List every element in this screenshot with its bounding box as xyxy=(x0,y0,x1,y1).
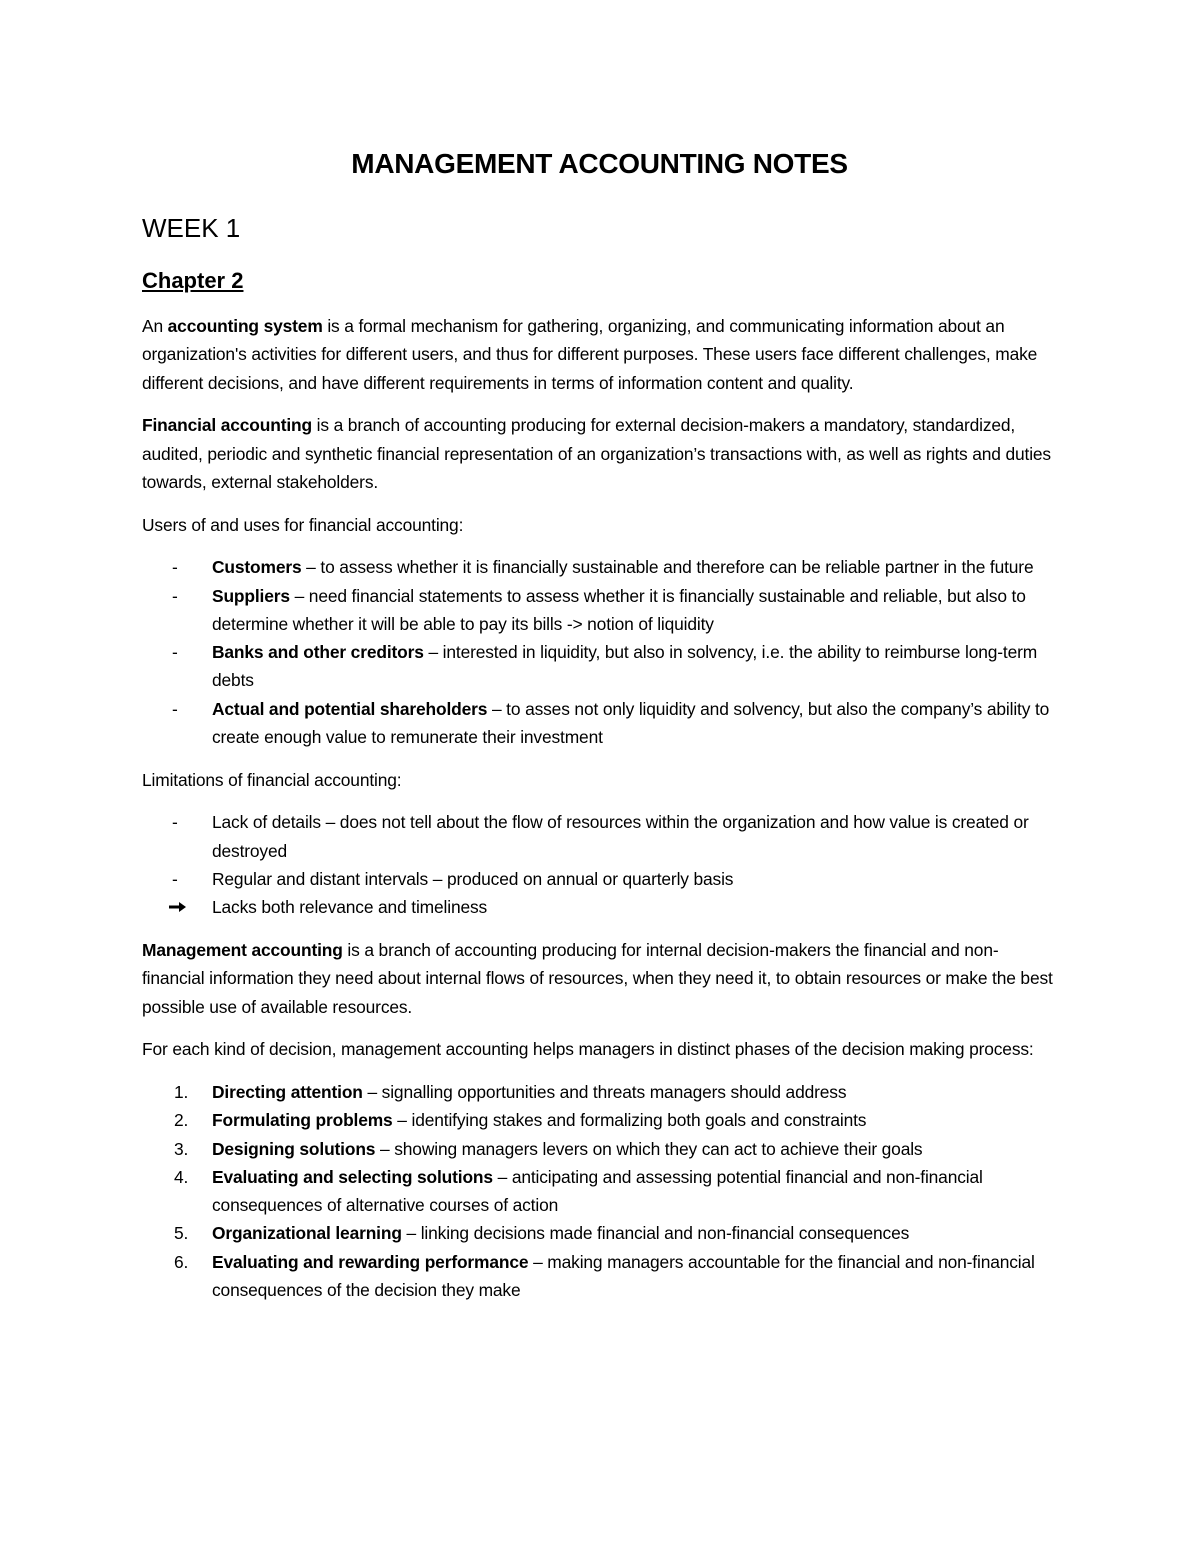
limitations-heading: Limitations of financial accounting: xyxy=(142,769,402,790)
term-financial-accounting: Financial accounting xyxy=(142,415,312,436)
dash-bullet: - xyxy=(172,698,178,719)
list-item: 5. Organizational learning – linking decisions made financial and non-financial consequences xyxy=(142,1219,1057,1247)
financial-accounting-paragraph: Financial accounting is a branch of accounting producing for external decision-makers a mandatory, standardized, audited, periodic and synthetic financial representation of an organization’s transactions with, as well as rights and duties towards, external stakeholders. xyxy=(142,415,1051,492)
list-item: - Actual and potential shareholders – to asses not only liquidity and solvency, but also the company’s ability to create enough value to remunerate their investment xyxy=(142,695,1057,752)
list-item: - Banks and other creditors – interested in liquidity, but also in solvency, i.e. the ability to reimburse long-term debts xyxy=(142,638,1057,695)
list-item: 4. Evaluating and selecting solutions – anticipating and assessing potential financial and non-financial consequences of alternative courses of action xyxy=(142,1163,1057,1220)
dash-bullet: - xyxy=(172,642,178,663)
list-number: 1. xyxy=(174,1081,189,1102)
users-list xyxy=(142,553,1057,751)
list-item: 2. Formulating problems – identifying stakes and formalizing both goals and constraints xyxy=(142,1106,1057,1134)
limitations-list xyxy=(142,808,1057,921)
week-heading: WEEK 1 xyxy=(142,213,241,243)
limitations-conclusion: Lacks both relevance and timeliness xyxy=(212,897,488,918)
list-item: 6. Evaluating and rewarding performance – making managers accountable for the financial and non-financial consequences of the decision they make xyxy=(142,1248,1057,1305)
list-number: 6. xyxy=(174,1251,189,1272)
term-accounting-system: accounting system xyxy=(167,316,323,336)
document-body xyxy=(142,140,1057,1319)
list-item: - Regular and distant intervals – produced on annual or quarterly basis xyxy=(142,865,1057,893)
dash-bullet: - xyxy=(172,869,178,889)
list-item: - Lack of details – does not tell about the flow of resources within the organization and how value is created or destroyed xyxy=(142,808,1057,865)
dash-bullet: - xyxy=(172,812,178,833)
decision-phases-intro: For each kind of decision, management accounting helps managers in distinct phases of the decision making process: xyxy=(142,1039,1034,1060)
dash-bullet: - xyxy=(172,585,178,606)
accounting-system-paragraph: An accounting system is a formal mechanism for gathering, organizing, and communicating information about an organization's activities for different users, and thus for different purposes. These users face different challenges, make different decisions, and have different requirements in terms of information content and quality. xyxy=(142,316,1038,393)
chapter-heading: Chapter 2 xyxy=(142,268,244,293)
list-item: - Suppliers – need financial statements to assess whether it is financially sustainable and reliable, but also to determine whether it will be able to pay its bills -> notion of liquidity xyxy=(142,582,1057,639)
list-number: 4. xyxy=(174,1166,189,1187)
document-title: MANAGEMENT ACCOUNTING NOTES xyxy=(351,148,848,179)
list-number: 2. xyxy=(174,1110,189,1131)
list-item: 3. Designing solutions – showing managers levers on which they can act to achieve their goals xyxy=(142,1135,1057,1163)
list-number: 5. xyxy=(174,1223,189,1244)
list-item: - Customers – to assess whether it is financially sustainable and therefore can be reliable partner in the future xyxy=(142,553,1057,581)
dash-bullet: - xyxy=(172,557,178,578)
arrow-right-icon xyxy=(169,901,187,913)
list-item: 1. Directing attention – signalling opportunities and threats managers should address xyxy=(142,1078,1057,1106)
decision-phases-list xyxy=(142,1078,1057,1304)
management-accounting-paragraph: Management accounting is a branch of accounting producing for internal decision-makers the financial and non-financial information they need about internal flows of resources, when they need it, to obtain resources or make the best possible use of available resources. xyxy=(142,939,1053,1017)
users-heading: Users of and uses for financial accounting: xyxy=(142,514,464,535)
term-management-accounting: Management accounting xyxy=(142,939,343,960)
list-number: 3. xyxy=(174,1138,189,1159)
list-item xyxy=(142,893,1057,921)
